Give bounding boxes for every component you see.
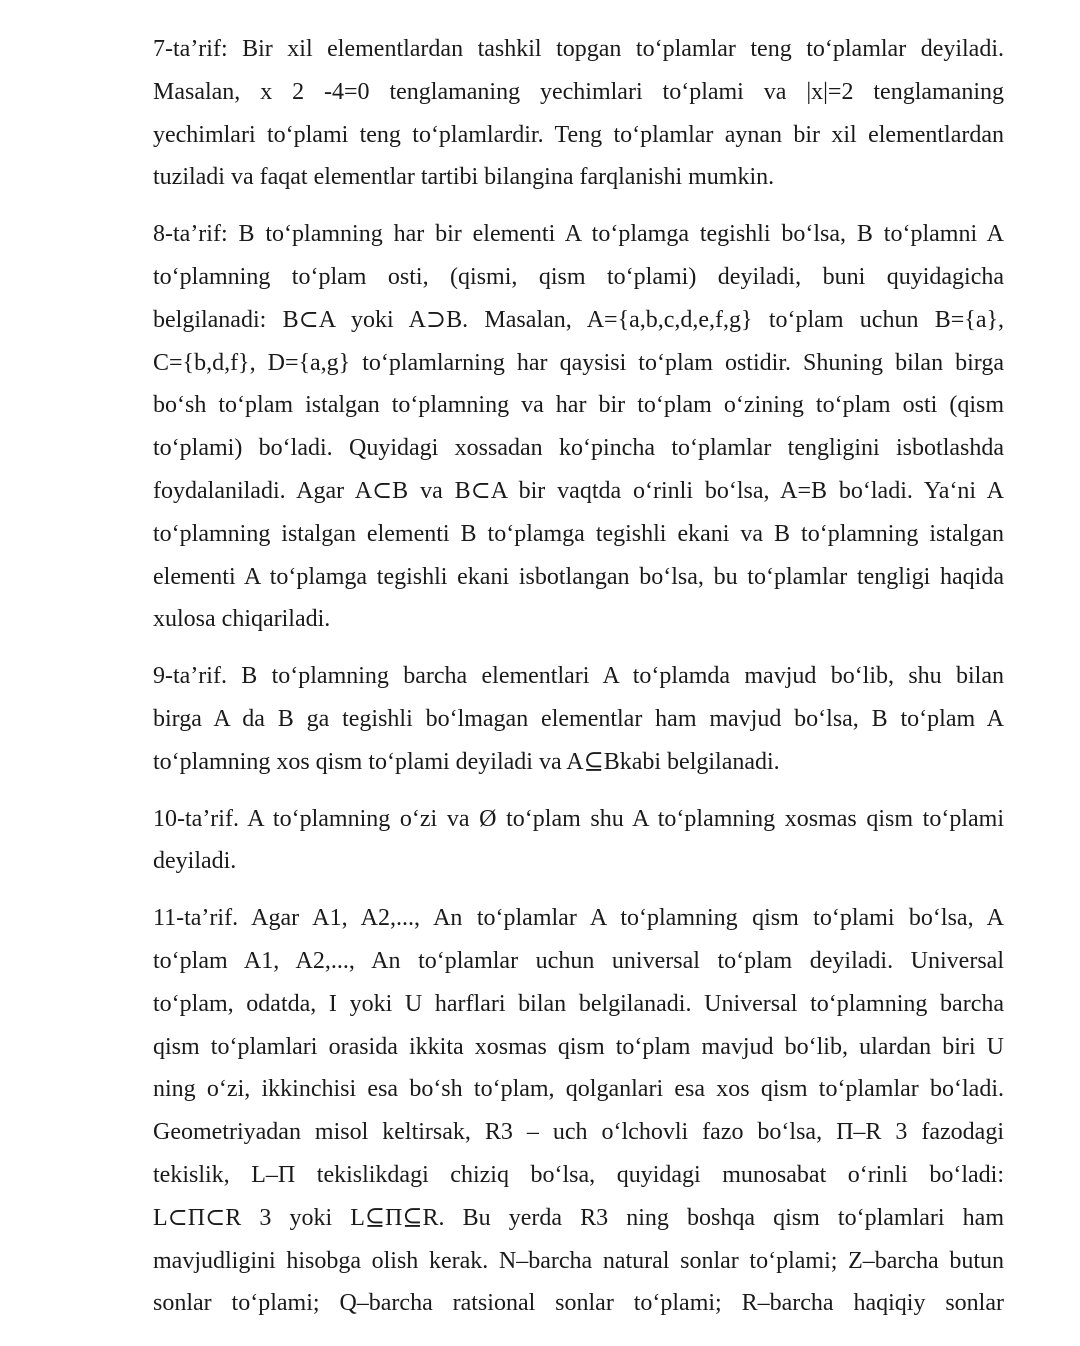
- text-line: mavjudligini hisobga olish kerak. N–barcha natural sonlar to‘plami; Z–barcha butun: [153, 1247, 1004, 1274]
- text-line: Geometriyadan misol keltirsak, R3 – uch o‘lchovli fazo bo‘lsa, П–R 3 fazodagi: [153, 1119, 1004, 1146]
- text-line: C={b,d,f}, D={a,g} to‘plamlarning har qaysisi to‘plam ostidir. Shuning bilan birga: [153, 349, 1004, 376]
- text-line: ning o‘zi, ikkinchisi esa bo‘sh to‘plam, qolganlari esa xos qism to‘plamlar bo‘ladi.: [153, 1076, 1004, 1103]
- text-line: tekislik, L–П tekislikdagi chiziq bo‘lsa, quyidagi munosabat o‘rinli bo‘ladi:: [153, 1161, 1004, 1188]
- text-line: qism to‘plamlari orasida ikkita xosmas qism to‘plam mavjud bo‘lib, ulardan biri U: [153, 1033, 1004, 1060]
- document-page: [153, 28, 1004, 1339]
- text-line: 10-ta’rif. A to‘plamning o‘zi va Ø to‘plam shu A to‘plamning xosmas qism to‘plami: [153, 805, 1004, 832]
- text-line: xulosa chiqariladi.: [153, 606, 331, 633]
- definition-10-paragraph: [153, 798, 1004, 884]
- text-line: to‘plamning to‘plam osti, (qismi, qism to‘plami) deyiladi, buni quyidagicha: [153, 263, 1004, 290]
- text-line: 8-ta’rif: B to‘plamning har bir elementi A to‘plamga tegishli bo‘lsa, B to‘plamni A: [153, 221, 1004, 248]
- text-line: to‘plam, odatda, I yoki U harflari bilan belgilanadi. Universal to‘plamning barcha: [153, 990, 1004, 1017]
- text-line: birga A da B ga tegishli bo‘lmagan elementlar ham mavjud bo‘lsa, B to‘plam A: [153, 705, 1004, 732]
- text-line: foydalaniladi. Agar A⊂B va B⊂A bir vaqtda o‘rinli bo‘lsa, A=B bo‘ladi. Ya‘ni A: [153, 477, 1004, 504]
- definition-7-paragraph: [153, 28, 1004, 199]
- text-line: belgilanadi: B⊂A yoki A⊃B. Masalan, A={a,b,c,d,e,f,g} to‘plam uchun B={a},: [153, 306, 1004, 333]
- text-line: to‘plamning xos qism to‘plami deyiladi va A⊆Bkabi belgilanadi.: [153, 748, 780, 775]
- text-line: tuziladi va faqat elementlar tartibi bilangina farqlanishi mumkin.: [153, 164, 775, 191]
- text-line: to‘plami) bo‘ladi. Quyidagi xossadan ko‘pincha to‘plamlar tengligini isbotlashda: [153, 435, 1004, 462]
- text-line: to‘plam A1, A2,..., An to‘plamlar uchun universal to‘plam deyiladi. Universal: [153, 947, 1004, 974]
- text-line: bo‘sh to‘plam istalgan to‘plamning va har bir to‘plam o‘zining to‘plam osti (qism: [153, 392, 1004, 419]
- definition-8-paragraph: [153, 213, 1004, 641]
- text-line: sonlar to‘plami; Q–barcha ratsional sonlar to‘plami; R–barcha haqiqiy sonlar: [153, 1290, 1004, 1317]
- text-line: Masalan, x 2 -4=0 tenglamaning yechimlari to‘plami va |x|=2 tenglamaning: [153, 78, 1004, 105]
- text-line: L⊂П⊂R 3 yoki L⊆П⊆R. Bu yerda R3 ning boshqa qism to‘plamlari ham: [153, 1204, 1004, 1231]
- text-line: deyiladi.: [153, 848, 237, 875]
- text-line: 9-ta’rif. B to‘plamning barcha elementlari A to‘plamda mavjud bo‘lib, shu bilan: [153, 663, 1004, 690]
- text-line: elementi A to‘plamga tegishli ekani isbotlangan bo‘lsa, bu to‘plamlar tengligi haqida: [153, 563, 1004, 590]
- text-line: yechimlari to‘plami teng to‘plamlardir. Teng to‘plamlar aynan bir xil elementlardan: [153, 121, 1004, 148]
- text-line: 11-ta’rif. Agar A1, A2,..., An to‘plamlar A to‘plamning qism to‘plami bo‘lsa, A: [153, 905, 1004, 932]
- text-line: 7-ta’rif: Bir xil elementlardan tashkil topgan to‘plamlar teng to‘plamlar deyiladi.: [153, 36, 1004, 62]
- definition-11-paragraph: [153, 897, 1004, 1325]
- definition-9-paragraph: [153, 655, 1004, 783]
- text-line: to‘plamning istalgan elementi B to‘plamga tegishli ekani va B to‘plamning istalgan: [153, 520, 1004, 547]
